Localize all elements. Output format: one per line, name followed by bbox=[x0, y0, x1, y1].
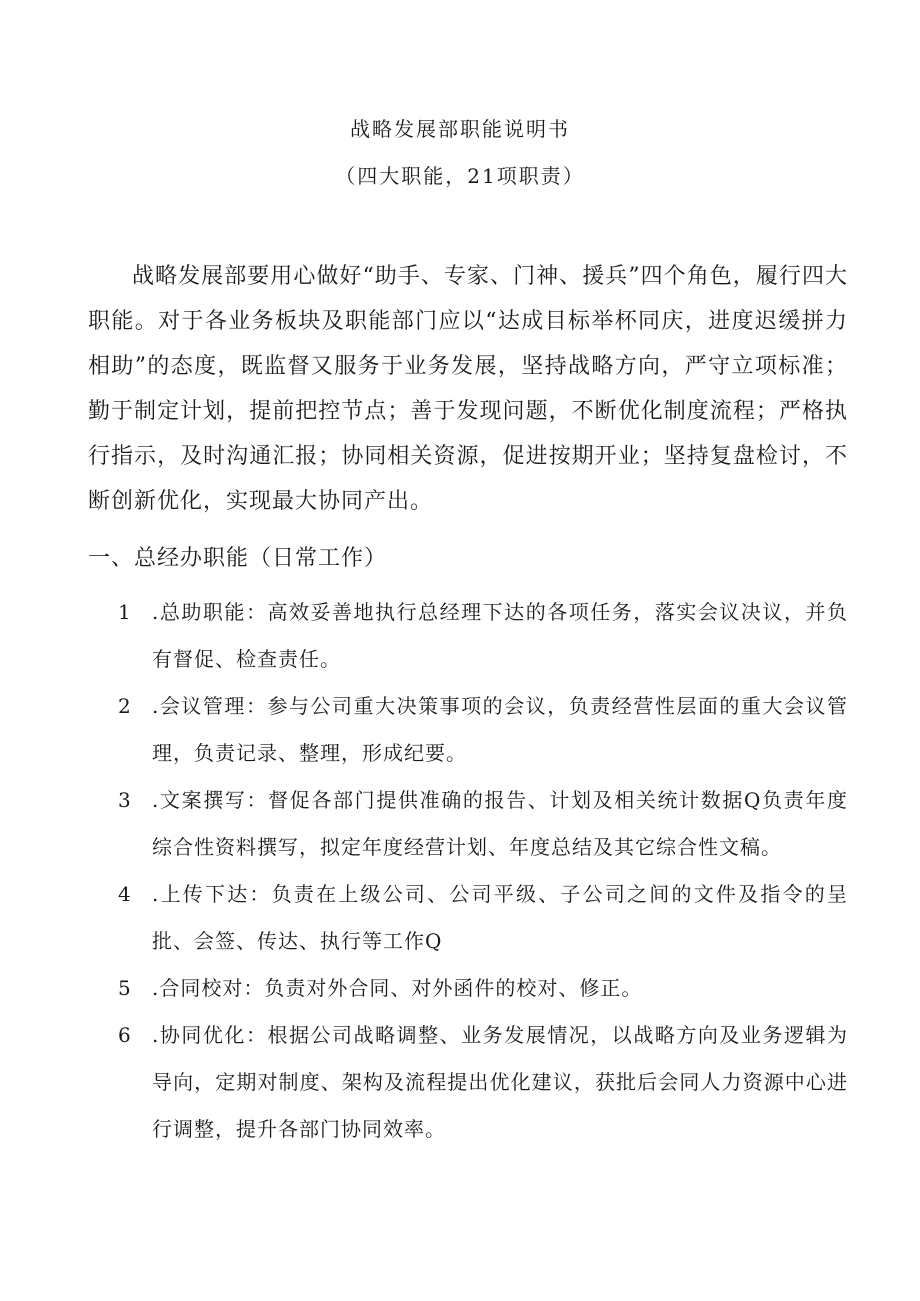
duty-item bbox=[118, 589, 848, 683]
document-title: 战略发展部职能说明书 bbox=[350, 117, 570, 141]
duty-item bbox=[118, 965, 848, 1012]
duty-number: 2 bbox=[118, 694, 132, 718]
duty-number: 4 bbox=[118, 882, 132, 906]
duty-item bbox=[118, 777, 848, 871]
duty-number: 5 bbox=[118, 976, 132, 1000]
duty-text: .协同优化：根据公司战略调整、业务发展情况，以战略方向及业务逻辑为导向，定期对制度、架构及流程提出优化建议，获批后会同人力资源中心进行调整，提升各部门协同效率。 bbox=[152, 1023, 848, 1141]
document-subtitle: （四大职能，21项职责） bbox=[335, 164, 585, 188]
duty-list bbox=[118, 589, 848, 1153]
duty-text: .总助职能：高效妥善地执行总经理下达的各项任务，落实会议决议，并负有督促、检查责任。 bbox=[152, 600, 848, 671]
duty-number: 1 bbox=[118, 600, 132, 624]
duty-item bbox=[118, 683, 848, 777]
duty-text: .文案撰写：督促各部门提供准确的报告、计划及相关统计数据Q负责年度综合性资料撰写，拟定年度经营计划、年度总结及其它综合性文稿。 bbox=[152, 788, 848, 859]
duty-text: .上传下达：负责在上级公司、公司平级、子公司之间的文件及指令的呈批、会签、传达、执行等工作Q bbox=[152, 882, 848, 953]
section-heading: 一、总经办职能（日常工作） bbox=[88, 546, 388, 571]
duty-text: .合同校对：负责对外合同、对外函件的校对、修正。 bbox=[152, 976, 643, 1000]
duty-number: 6 bbox=[118, 1023, 132, 1047]
duty-text: .会议管理：参与公司重大决策事项的会议，负责经营性层面的重大会议管理，负责记录、整理，形成纪要。 bbox=[152, 694, 848, 765]
duty-item bbox=[118, 1012, 848, 1153]
duty-number: 3 bbox=[118, 788, 132, 812]
intro-paragraph: 战略发展部要用心做好“助手、专家、门神、援兵”四个角色，履行四大职能。对于各业务板块及职能部门应以“达成目标举杯同庆，进度迟缓拼力相助”的态度，既监督又服务于业务发展，坚持战略方向，严守立项标准；勤于制定计划，提前把控节点；善于发现问题，不断优化制度流程；严格执行指示，及时沟通汇报；协同相关资源，促进按期开业；坚持复盘检讨，不断创新优化，实现最大协同产出。 bbox=[88, 264, 848, 514]
duty-item bbox=[118, 871, 848, 965]
